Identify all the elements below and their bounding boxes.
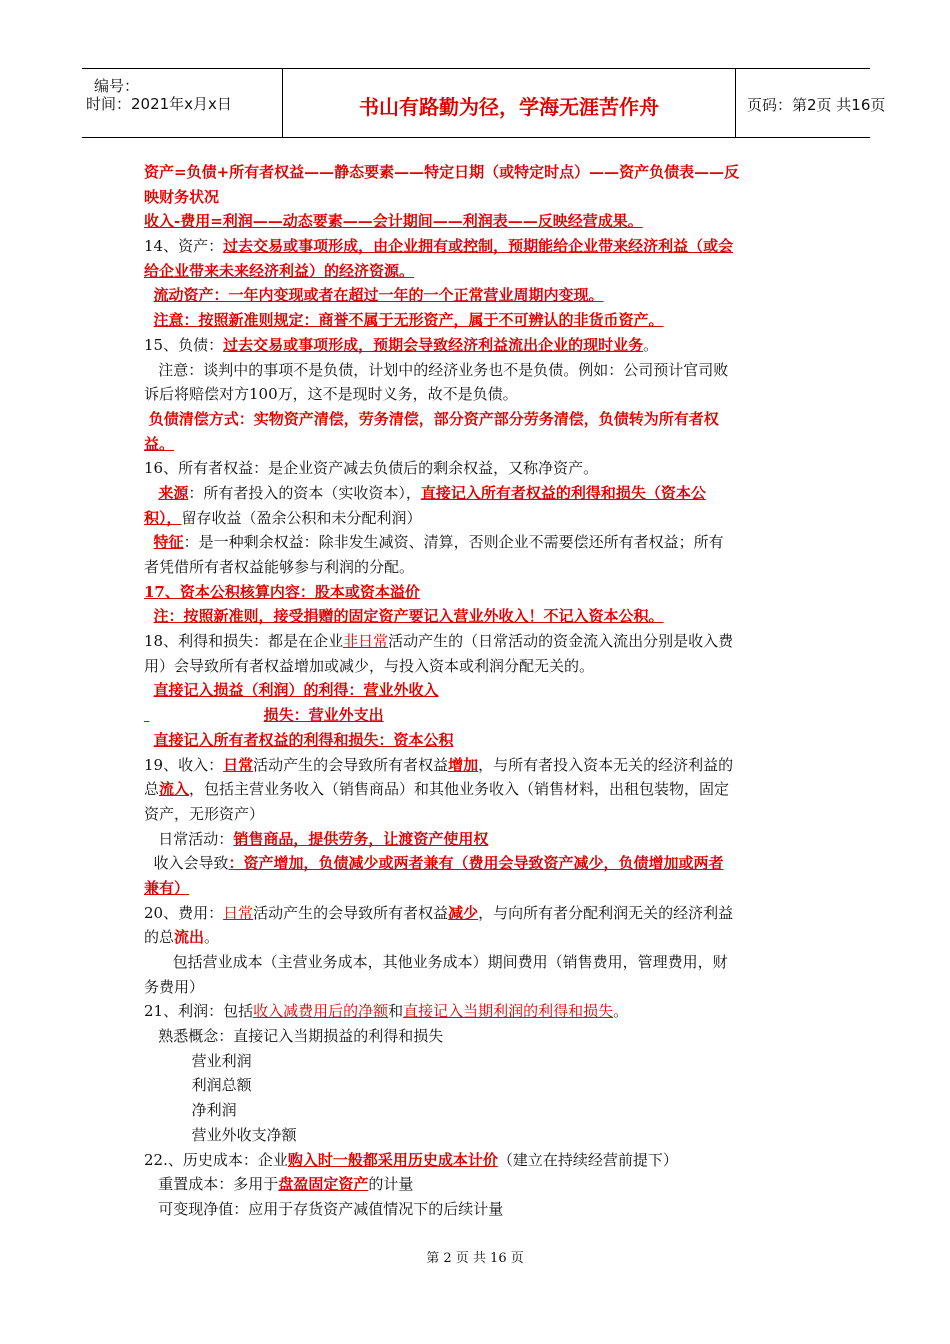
- text-segment: 。: [613, 1002, 629, 1021]
- text-line: [144, 530, 812, 555]
- text-segment: ：所有者投入的资本（实收资本），: [188, 483, 421, 502]
- text-segment: 收入会导致: [144, 854, 229, 873]
- text-line: [144, 555, 812, 580]
- text-segment: [144, 286, 154, 304]
- text-segment: [144, 533, 154, 551]
- text-segment: 的总: [144, 928, 175, 947]
- text-line: [144, 851, 812, 876]
- text-segment: 包括营业成本（主营业务成本，其他业务成本）期间费用（销售费用，管理费用，财: [144, 953, 728, 971]
- text-segment: 16、所有者权益：是企业资产减去负债后的剩余权益，又称净资产。: [144, 459, 599, 478]
- text-line: [144, 1172, 812, 1197]
- text-line: [144, 234, 812, 259]
- highlighted-text: 益。: [144, 434, 175, 453]
- text-segment: [149, 706, 263, 724]
- text-line: [144, 678, 812, 703]
- highlighted-text: 直接记入当期利润的利得和损失: [403, 1002, 614, 1021]
- highlighted-text: 注：按照新准则，接受捐赠的固定资产要记入营业外收入！不记入资本公积。: [153, 607, 664, 626]
- text-segment: [144, 607, 154, 625]
- highlighted-text: 给企业带来未来经济利益）的经济资源。: [144, 261, 415, 280]
- text-segment: 净利润: [144, 1101, 237, 1120]
- text-segment: ，包括主营业务收入（销售商品）和其他业务收入（销售材料，出租包装物，固定: [189, 780, 730, 799]
- highlighted-text: ：资产增加，负债减少或两者兼有（费用会导致资产减少，负债增加或两者: [228, 854, 724, 873]
- text-segment: 注意：谈判中的事项不是负债，计划中的经济业务也不是负债。例如：公司预计官司败: [144, 360, 729, 379]
- text-segment: 资产，无形资产）: [144, 804, 265, 823]
- highlighted-text: 日常: [223, 903, 254, 922]
- highlighted-text: 直接记入损益（利润）的利得：营业外收入: [153, 681, 439, 700]
- text-line: [144, 1148, 812, 1173]
- text-line: [144, 703, 812, 728]
- text-segment: 务费用）: [144, 977, 205, 996]
- highlighted-text: 非日常: [343, 632, 389, 651]
- highlighted-text: 收入减费用后的净额: [253, 1002, 389, 1021]
- text-line: [144, 975, 812, 1000]
- text-segment: 。: [643, 335, 659, 354]
- text-segment: 15、负债：: [144, 335, 224, 354]
- text-line: [144, 185, 812, 210]
- text-segment: 活动产生的会导致所有者权益: [253, 755, 449, 774]
- text-segment: ，与所有者投入资本无关的经济利益的: [478, 755, 734, 774]
- header-motto-cell: [282, 69, 736, 137]
- text-line: [144, 925, 812, 950]
- text-line: [144, 629, 812, 654]
- text-segment: 者凭借所有者权益能够参与利润的分配。: [144, 558, 415, 576]
- number-label: 编号：: [94, 77, 140, 95]
- text-segment: ，与向所有者分配利润无关的经济利益: [478, 903, 734, 922]
- text-segment: 可变现净值：应用于存货资产减值情况下的后续计量: [144, 1199, 504, 1218]
- text-line: [144, 876, 812, 901]
- text-line: [144, 259, 812, 284]
- text-segment: 活动产生的会导致所有者权益: [253, 903, 449, 922]
- highlighted-text: 来源: [158, 483, 189, 502]
- motto: 书山有路勤为径，学海无涯苦作舟: [359, 95, 659, 119]
- highlighted-text: 购入时一般都采用历史成本计价: [287, 1150, 498, 1169]
- text-segment: 诉后将赔偿对方100万，这不是现时义务，故不是负债。: [144, 385, 518, 404]
- text-segment: 21、利润：包括: [144, 1002, 254, 1021]
- highlighted-text: 特征: [153, 533, 184, 552]
- page-header: [82, 68, 886, 138]
- text-line: [144, 950, 812, 975]
- document-body: [144, 160, 812, 1222]
- text-segment: 。: [204, 928, 220, 947]
- text-segment: 营业外收支净额: [144, 1125, 297, 1144]
- text-segment: 营业利润: [144, 1051, 252, 1070]
- highlighted-text: 减少: [448, 903, 479, 922]
- text-segment: 14、资产：: [144, 237, 224, 256]
- time-label: 时间：2021年x月x日: [86, 95, 232, 113]
- text-line: [144, 728, 812, 753]
- text-segment: 日常活动：: [144, 829, 234, 848]
- highlighted-text: 负债清偿方式：实物资产清偿，劳务清偿，部分资产部分劳务清偿，负债转为所有者权: [148, 409, 719, 428]
- text-segment: 和: [388, 1002, 404, 1021]
- text-line: [144, 1197, 812, 1222]
- text-segment: [144, 681, 154, 699]
- highlighted-text: 销售商品，提供劳务，让渡资产使用权: [233, 829, 489, 848]
- text-segment: 18、利得和损失：都是在企业: [144, 632, 344, 651]
- text-line: [144, 1049, 812, 1074]
- highlighted-text: 流出: [174, 928, 205, 947]
- highlighted-text: 兼有）: [144, 878, 190, 897]
- text-line: [144, 160, 812, 185]
- text-segment: 22.、历史成本：企业: [144, 1150, 288, 1169]
- text-line: [144, 1123, 812, 1148]
- highlighted-text: 注意：按照新准则规定：商誉不属于无形资产，属于不可辨认的非货币资产。: [153, 311, 664, 330]
- text-line: [144, 802, 812, 827]
- text-segment: 的计量: [368, 1175, 414, 1194]
- text-segment: 重置成本：多用于: [144, 1175, 279, 1194]
- text-segment: ：是一种剩余权益：除非发生减资、清算，否则企业不需要偿还所有者权益；所有: [183, 533, 724, 552]
- header-right-cell: [735, 69, 886, 137]
- text-line: [144, 777, 812, 802]
- text-line: [144, 753, 812, 778]
- text-line: [144, 456, 812, 481]
- highlighted-text: 增加: [448, 755, 479, 774]
- highlighted-text: 直接记入所有者权益的利得和损失：资本公积: [153, 730, 454, 749]
- text-line: [144, 604, 812, 629]
- text-line: [144, 283, 812, 308]
- highlighted-text: 过去交易或事项形成，预期会导致经济利益流出企业的现时业务: [223, 335, 644, 354]
- text-line: [144, 358, 812, 383]
- text-line: [144, 580, 812, 605]
- text-segment: 用）会导致所有者权益增加或减少，与投入资本或利润分配无关的。: [144, 656, 595, 675]
- text-segment: 20、费用：: [144, 903, 224, 922]
- text-line: [144, 209, 812, 234]
- text-line: [144, 1073, 812, 1098]
- text-line: [144, 333, 812, 358]
- highlighted-text: 积），: [144, 508, 182, 527]
- text-line: [144, 827, 812, 852]
- highlighted-text: 流入: [159, 780, 190, 799]
- highlighted-text: 收入-费用=利润——动态要素——会计期间——利润表——反映经营成果。: [144, 212, 643, 231]
- text-segment: 利润总额: [144, 1076, 252, 1095]
- text-segment: 留存收益（盈余公积和未分配利润）: [181, 508, 422, 527]
- highlighted-text: 映财务状况: [144, 187, 220, 206]
- text-segment: [144, 311, 154, 329]
- text-line: [144, 1024, 812, 1049]
- text-line: [144, 382, 812, 407]
- text-segment: 19、收入：: [144, 755, 224, 774]
- text-segment: 熟悉概念：直接记入当期损益的利得和损失: [144, 1027, 444, 1046]
- text-line: [144, 407, 812, 432]
- highlighted-text: 过去交易或事项形成，由企业拥有或控制，预期能给企业带来经济利益（或会: [223, 237, 734, 256]
- text-segment: 活动产生的（日常活动的资金流入流出分别是收入费: [388, 632, 734, 651]
- text-line: [144, 481, 812, 506]
- highlighted-text: 损失：营业外支出: [263, 706, 384, 725]
- page-label: 页码：第2页 共16页: [747, 96, 886, 114]
- page-footer: 第 2 页 共 16 页: [426, 1251, 524, 1266]
- text-line: [144, 999, 812, 1024]
- text-segment: （建立在持续经营前提下）: [497, 1150, 678, 1169]
- header-left-cell: [82, 69, 282, 137]
- highlighted-text: 日常: [223, 755, 254, 774]
- text-line: [144, 506, 812, 531]
- text-line: [144, 1098, 812, 1123]
- text-segment: 总: [144, 780, 160, 799]
- text-line: [144, 308, 812, 333]
- text-segment: [144, 731, 154, 749]
- text-line: [144, 901, 812, 926]
- text-line: [144, 654, 812, 679]
- highlighted-text: 17、资本公积核算内容：股本或资本溢价: [144, 582, 420, 601]
- highlighted-text: 资产=负债+所有者权益——静态要素——特定日期（或特定时点）——资产负债表——反: [144, 163, 740, 181]
- text-line: [144, 432, 812, 457]
- text-segment: [144, 484, 158, 502]
- highlighted-text: 盘盈固定资产: [278, 1175, 369, 1194]
- highlighted-text: 直接记入所有者权益的利得和损失（资本公: [420, 483, 706, 502]
- highlighted-text: 流动资产：一年内变现或者在超过一年的一个正常营业周期内变现。: [153, 286, 604, 305]
